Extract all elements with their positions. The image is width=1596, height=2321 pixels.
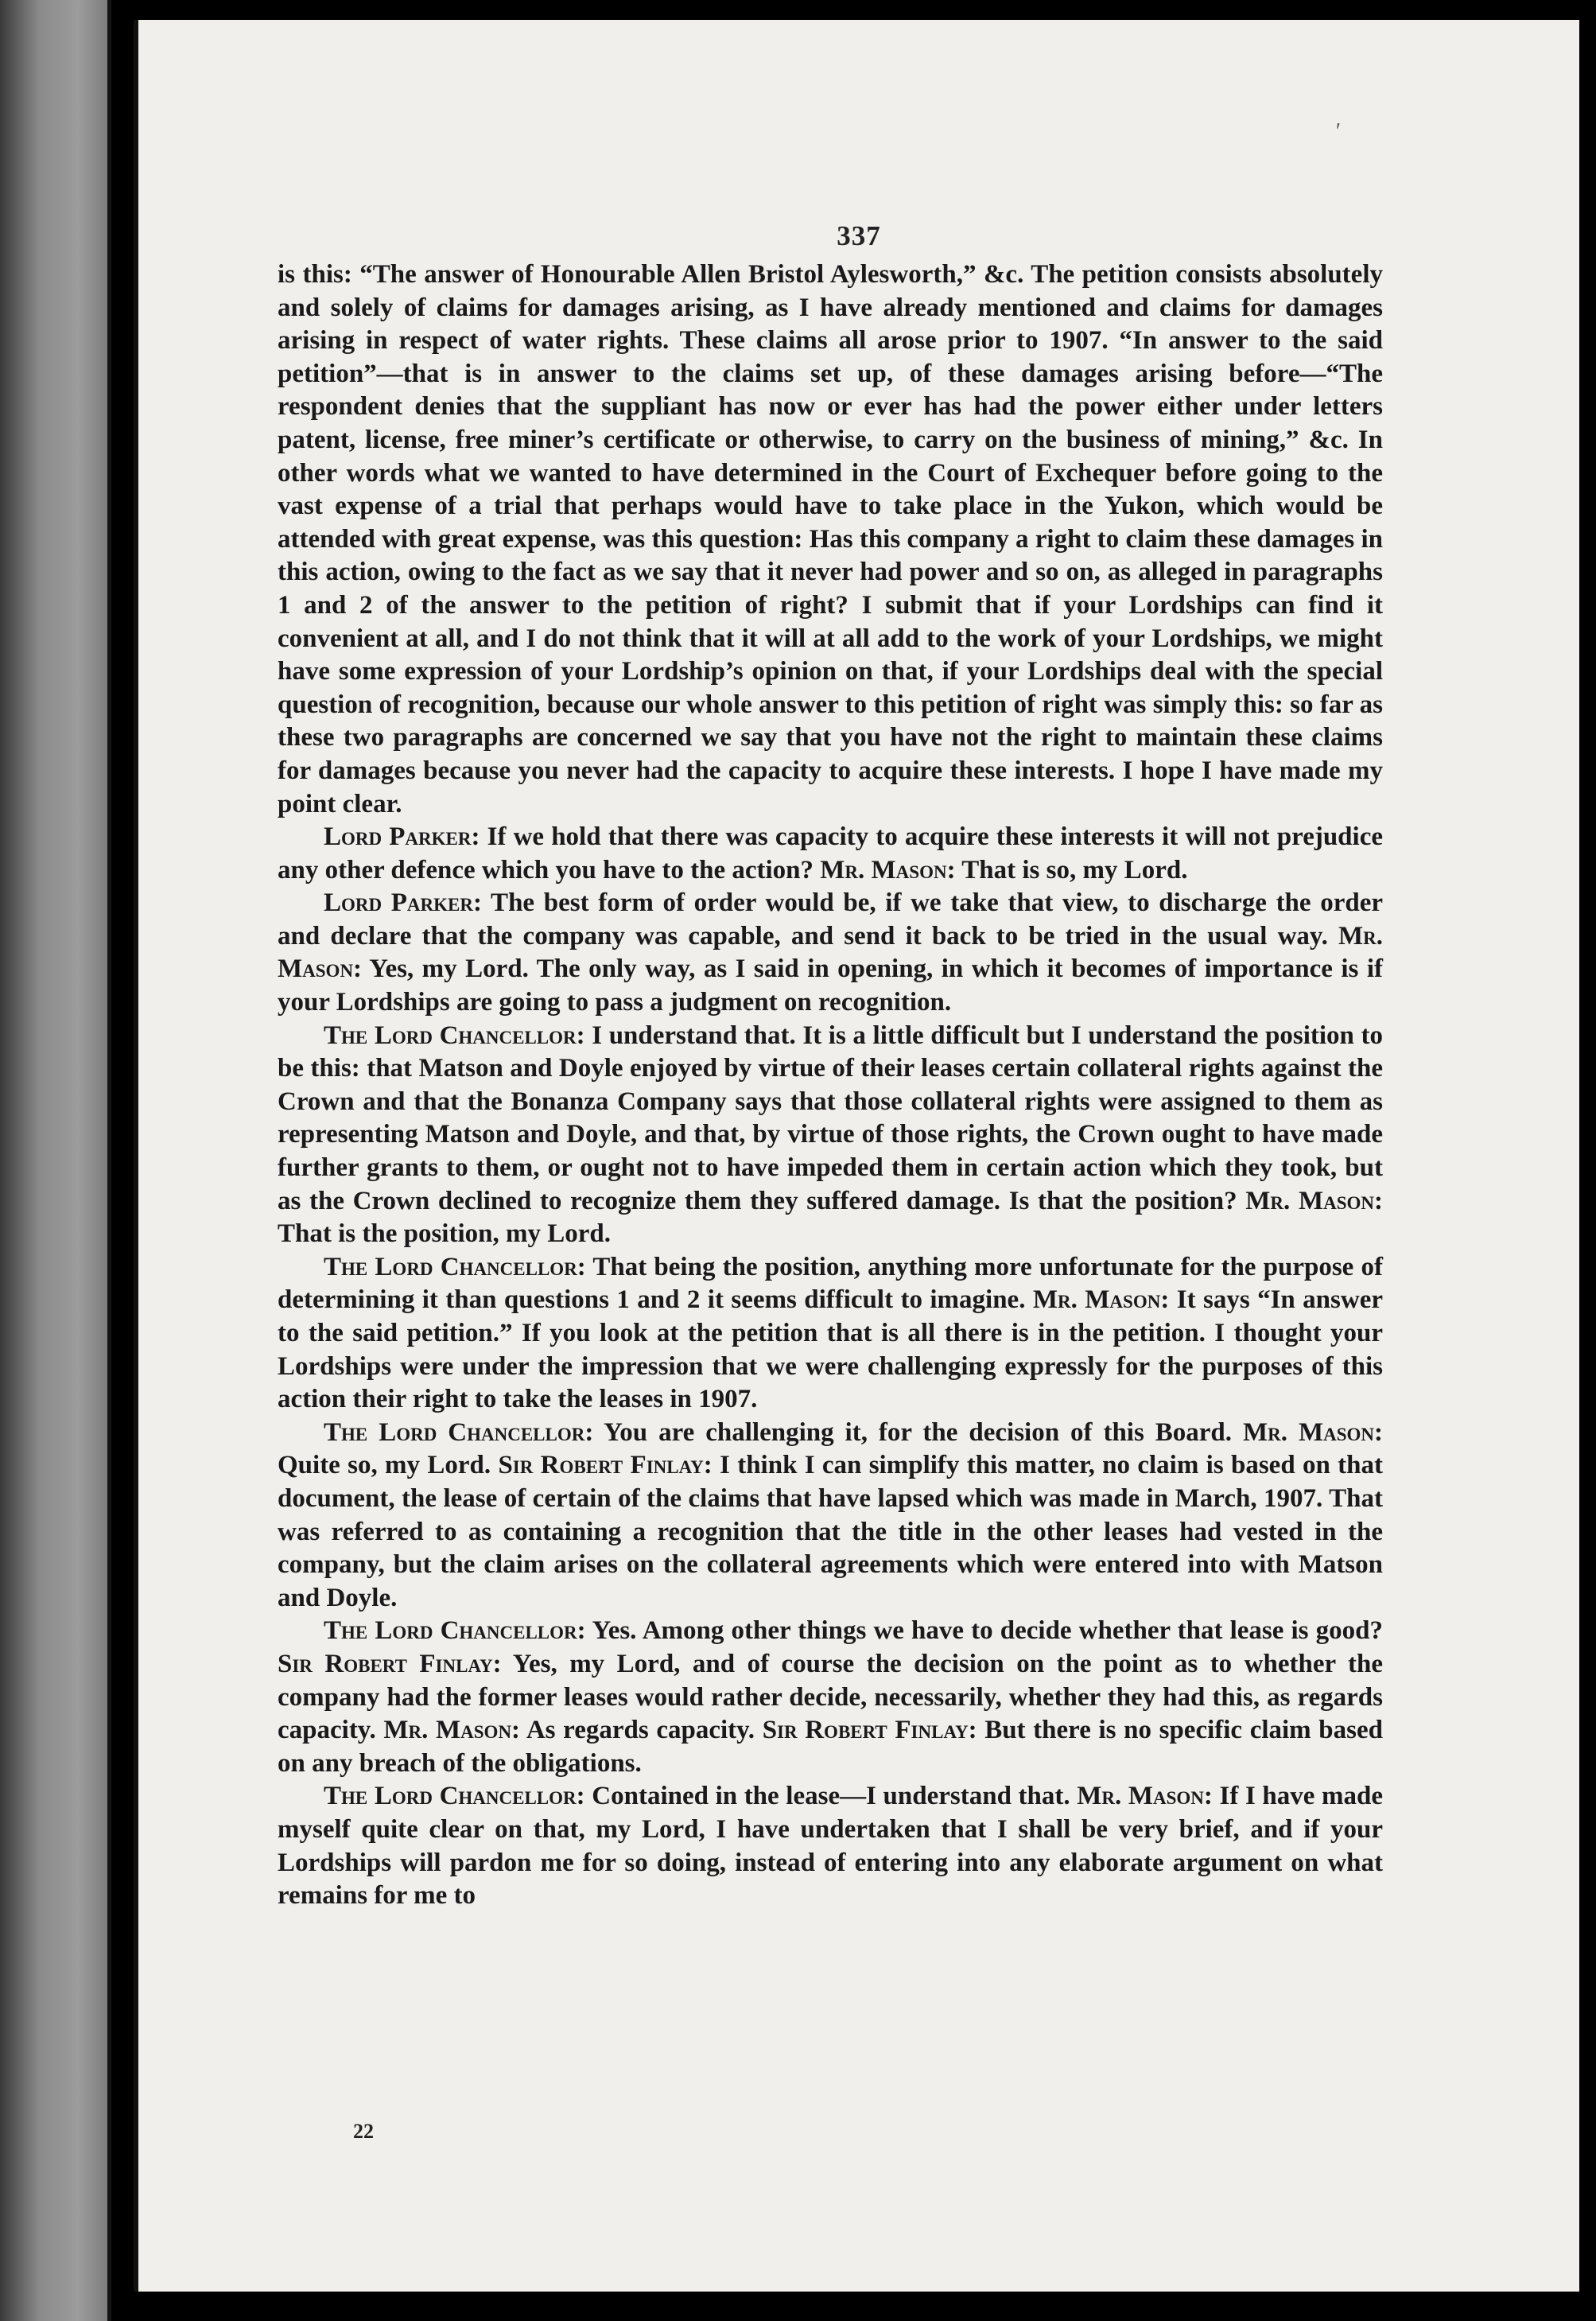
adjacent-page-edge bbox=[107, 0, 111, 2321]
adjacent-page-strip bbox=[0, 0, 111, 2321]
speaker-label: Mr. Mason: bbox=[278, 921, 1383, 984]
paragraph-text: is this: “The answer of Honourable Allen Bristol Aylesworth,” &c. The petition consists absolutely and solely of claims for damages arising, as I have already mentioned and claims for damages arising in respect of water rights. These claims all arose prior to 1907. “In answer to the said petition”—that is in answer to the claims set up, of these damages arising before—“The respondent denies that the suppliant has now or ever has had the power either under letters patent, license, free miner’s certificate or otherwise, to carry on the business of mining,” &c. In other words what we wanted to have determined in the Court of Exchequer before going to the vast expense of a trial that perhaps would have to take place in the Yukon, which would be attended with great expense, was this question: Has this company a right to claim these damages in this action, owing to the fact as we say that it never had power and so on, as alleged in paragraphs 1 and 2 of the answer to the petition of right? I submit that if your Lordships can find it convenient at all, and I do not think that it will at all add to the work of your Lordships, we might have some expression of your Lordship’s opinion on that, if your Lordships deal with the special question of recognition, because our whole answer to this petition of right was simply this: so far as these two paragraphs are concerned we say that you have not the right to maintain these claims for damages because you never had the capacity to acquire these interests. I hope I have made my point clear. bbox=[278, 260, 1383, 818]
speaker-label: Lord Parker: bbox=[324, 822, 480, 852]
speaker-label: Mr. Mason: bbox=[1243, 1417, 1384, 1447]
paragraph-1 bbox=[278, 259, 1383, 821]
paragraph-text: I understand that. It is a little difficult but I understand the position to be this: that Matson and Doyle enjoyed by virtue of their leases certain collateral rights against the Crown and that the Bonanza Company says that those collateral rights were assigned to them as representing Matson and Doyle, and that, by virtue of those rights, the Crown ought to have made further grants to them, or ought not to have impeded them in certain action which they took, but as the Crown declined to recognize them they suffered damage. Is that the position? bbox=[278, 1021, 1383, 1215]
paragraph-3 bbox=[278, 887, 1383, 1019]
speaker-label: The Lord Chancellor: bbox=[324, 1252, 586, 1281]
speaker-label: Mr. Mason: bbox=[1245, 1186, 1383, 1215]
paragraph-text: As regards capacity. bbox=[520, 1716, 763, 1745]
speaker-label: Sir Robert Finlay: bbox=[762, 1716, 977, 1745]
speaker-label: Mr. Mason: bbox=[1032, 1285, 1170, 1315]
speaker-label: Mr. Mason: bbox=[820, 855, 956, 884]
paragraph-text: If I have made myself quite clear on that, my Lord, I have undertaken that I shall be very brief, and if your Lordships will pardon me for so doing, instead of entering into any elaborate argument on what remains for me to bbox=[278, 1782, 1384, 1911]
paragraph-text: Yes, my Lord, and of course the decision on the point as to whether the company had the former leases would rather decide, necessarily, whether they had this, as regards capacity. bbox=[278, 1649, 1383, 1745]
paragraph-5 bbox=[278, 1251, 1383, 1417]
paragraph-text: Yes. Among other things we have to decide whether that lease is good? bbox=[585, 1616, 1383, 1646]
paragraph-6 bbox=[278, 1417, 1383, 1615]
paragraph-text: That being the position, anything more unfortunate for the purpose of determining it than questions 1 and 2 it seems difficult to imagine. bbox=[278, 1252, 1383, 1315]
speaker-label: The Lord Chancellor: bbox=[324, 1616, 586, 1646]
paragraph-4 bbox=[278, 1020, 1383, 1251]
paragraph-text: Yes, my Lord. The only way, as I said in opening, in which it becomes of importance is if your Lordships are going to pass a judgment on recognition. bbox=[278, 954, 1383, 1017]
paragraph-text: If we hold that there was capacity to acquire these interests it will not prejudice any other defence which you have to the action? bbox=[278, 822, 1383, 884]
paragraph-2 bbox=[278, 821, 1383, 887]
paragraph-text: Contained in the lease—I understand that. bbox=[584, 1782, 1078, 1811]
speaker-label: Lord Parker: bbox=[324, 888, 482, 918]
speaker-label: Mr. Mason: bbox=[1077, 1782, 1213, 1811]
page-number: 337 bbox=[837, 220, 881, 251]
paragraph-text: The best form of order would be, if we take that view, to discharge the order and declare that the company was capable, and send it back to be tried in the usual way. bbox=[278, 888, 1384, 951]
speaker-label: The Lord Chancellor: bbox=[324, 1417, 594, 1447]
body-text bbox=[278, 259, 1383, 1913]
paragraph-7 bbox=[278, 1615, 1383, 1780]
speaker-label: Sir Robert Finlay: bbox=[498, 1451, 713, 1480]
document-page bbox=[134, 20, 1579, 2292]
speaker-label: Mr. Mason: bbox=[383, 1716, 521, 1745]
paragraph-8 bbox=[278, 1780, 1383, 1912]
speaker-label: Sir Robert Finlay: bbox=[278, 1649, 502, 1678]
paragraph-text: But there is no specific claim based on any breach of the obligations. bbox=[278, 1716, 1383, 1778]
paragraph-text: Quite so, my Lord. bbox=[278, 1451, 499, 1480]
signature-mark: 22 bbox=[353, 2120, 374, 2143]
stray-mark: ′ bbox=[1335, 119, 1341, 144]
paragraph-text: That is so, my Lord. bbox=[955, 855, 1188, 884]
paragraph-text: That is the position, my Lord. bbox=[278, 1219, 611, 1249]
speaker-label: The Lord Chancellor: bbox=[324, 1021, 585, 1050]
speaker-label: The Lord Chancellor: bbox=[324, 1782, 585, 1811]
paragraph-text: You are challenging it, for the decision of this Board. bbox=[593, 1417, 1243, 1447]
paragraph-text: It says “In answer to the said petition.” If you look at the petition that is all there is in the petition. I thought your Lordships were under the impression that we were challenging expressly for the purposes of this action their right to take the leases in 1907. bbox=[278, 1285, 1383, 1414]
paragraph-text: I think I can simplify this matter, no claim is based on that document, the lease of certain of the claims that have lapsed which was made in March, 1907. That was referred to as containing a recognition that the title in the other leases had vested in the company, but the claim arises on the collateral agreements which were entered into with Matson and Doyle. bbox=[278, 1451, 1383, 1612]
